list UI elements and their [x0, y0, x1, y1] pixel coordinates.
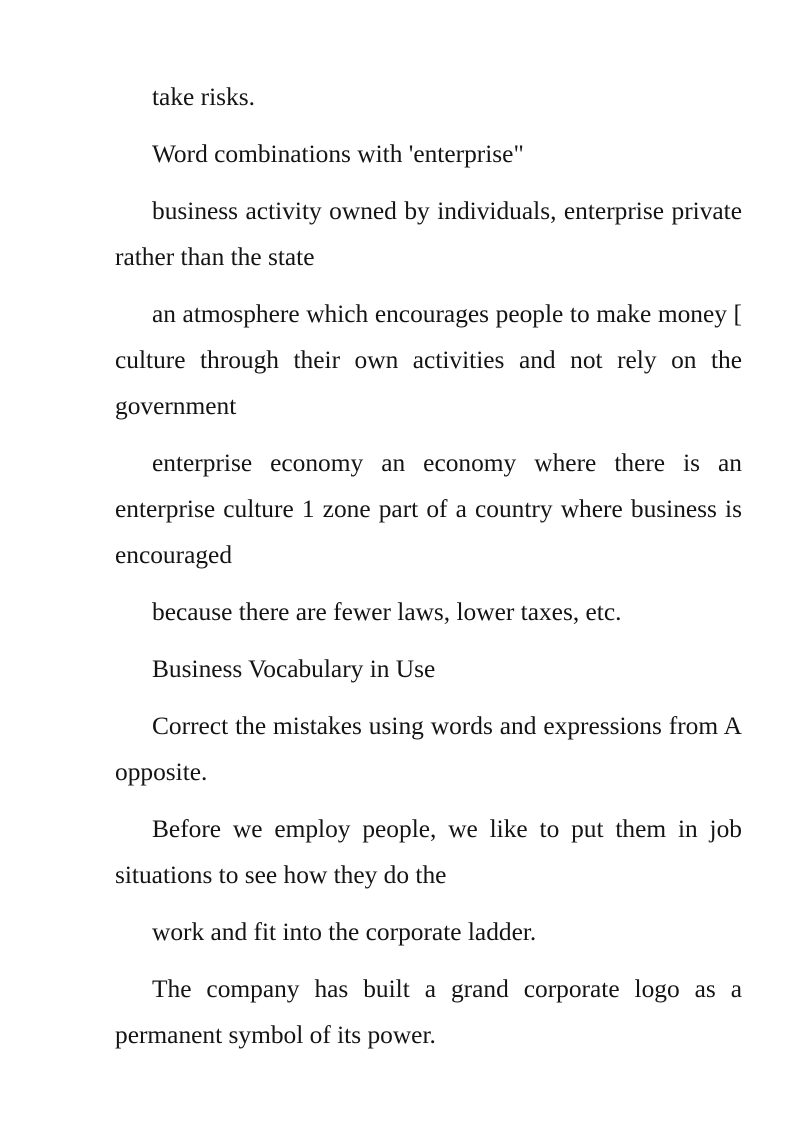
paragraph-take-risks: take risks.	[152, 83, 255, 111]
paragraph-exercise-item-1b: work and fit into the corporate ladder.	[152, 918, 537, 946]
paragraph-exercise-item-2: The company has built a grand corporate logo as a permanent symbol of its power.	[115, 975, 742, 1049]
paragraph-exercise-instruction: Correct the mistakes using words and expressions from A opposite.	[115, 712, 742, 786]
paragraph-enterprise-culture: an atmosphere which encourages people to make money [ culture through their own activities and not rely on the government	[115, 300, 742, 420]
paragraph-exercise-item-1a: Before we employ people, we like to put them in job situations to see how they do the	[115, 815, 742, 889]
paragraph-private-enterprise: business activity owned by individuals, enterprise private rather than the state	[115, 197, 742, 271]
paragraph-word-combinations-heading: Word combinations with 'enterprise"	[152, 140, 524, 168]
document-page	[115, 74, 742, 1069]
paragraph-enterprise-economy: enterprise economy an economy where there is an enterprise culture 1 zone part of a country where business is encouraged	[115, 449, 742, 569]
paragraph-book-title: Business Vocabulary in Use	[152, 655, 436, 683]
paragraph-fewer-laws: because there are fewer laws, lower taxes, etc.	[152, 598, 622, 626]
